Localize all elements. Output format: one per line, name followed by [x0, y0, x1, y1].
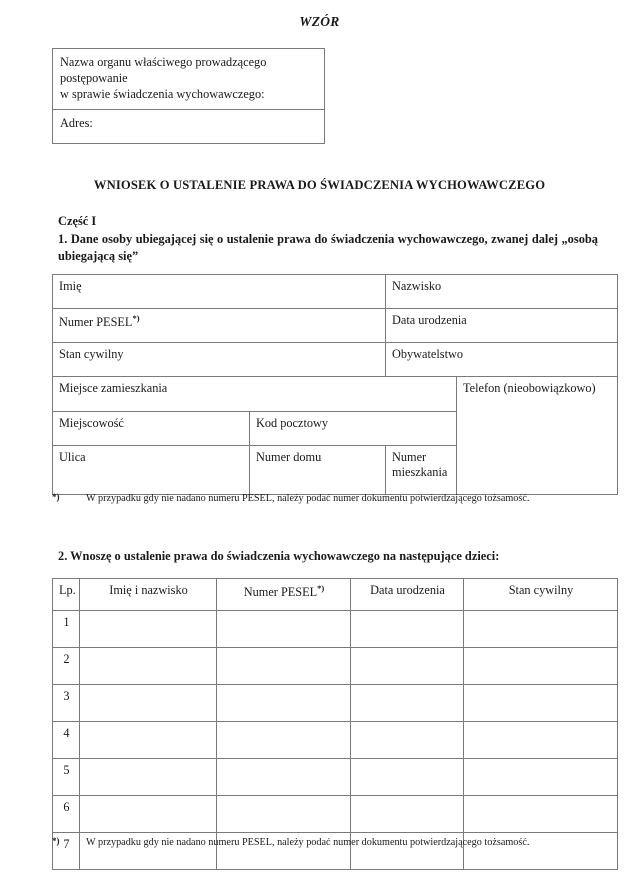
- children-table: [52, 578, 618, 870]
- authority-address-label: Adres:: [60, 115, 93, 130]
- label-street: Ulica: [59, 450, 86, 464]
- applicant-data-table: [52, 274, 618, 495]
- section2-heading: 2. Wnoszę o ustalenie prawa do świadczenia wychowawczego na następujące dzieci:: [58, 549, 500, 563]
- footnote-marker: *): [52, 492, 60, 502]
- cell-house-number[interactable]: [250, 446, 386, 495]
- authority-name-line-1: Nazwa organu właściwego prowadzącego: [60, 55, 267, 69]
- table-row-pesel: [53, 309, 618, 343]
- cell-child-name[interactable]: [80, 759, 217, 796]
- part-label: Część I: [58, 214, 97, 228]
- table-row: [53, 648, 618, 685]
- section1-heading: 1. Dane osoby ubiegającej się o ustalenie prawa do świadczenia wychowawczego, zwanej dalej „osobą ubiegającą się”: [58, 232, 598, 263]
- cell-child-marital-status[interactable]: [464, 722, 618, 759]
- row-number: 1: [53, 611, 80, 648]
- label-first-name: Imię: [59, 279, 82, 293]
- wzor-label: WZÓR: [299, 14, 340, 29]
- cell-apartment-number[interactable]: [386, 446, 457, 495]
- table-row: [53, 759, 618, 796]
- cell-marital-status[interactable]: [53, 343, 386, 377]
- authority-address-field[interactable]: [53, 110, 324, 143]
- pesel-footnote-marker: *): [132, 313, 140, 323]
- table-row-name: [53, 275, 618, 309]
- authority-box: [52, 48, 325, 144]
- footnote-pesel-bottom: [52, 836, 617, 850]
- cell-postal-code[interactable]: [250, 412, 457, 446]
- cell-child-pesel[interactable]: [217, 759, 351, 796]
- cell-child-birth-date[interactable]: [351, 611, 464, 648]
- footnote-text: W przypadku gdy nie nadano numeru PESEL, należy podać numer dokumentu potwierdzającego tożsamość.: [86, 493, 530, 504]
- cell-child-name[interactable]: [80, 611, 217, 648]
- cell-last-name[interactable]: [386, 275, 618, 309]
- label-postal-code: Kod pocztowy: [256, 416, 329, 430]
- authority-name-line-2: postępowanie: [60, 71, 128, 86]
- cell-child-birth-date[interactable]: [351, 722, 464, 759]
- authority-name-field[interactable]: [53, 49, 324, 110]
- page-title: WNIOSEK O USTALENIE PRAWA DO ŚWIADCZENIA WYCHOWAWCZEGO: [93, 178, 546, 192]
- children-table-header-row: [53, 579, 618, 611]
- label-city: Miejscowość: [59, 416, 124, 430]
- cell-residence[interactable]: [53, 377, 457, 412]
- cell-child-birth-date[interactable]: [351, 685, 464, 722]
- footnote-pesel-top: [52, 492, 617, 506]
- label-residence: Miejsce zamieszkania: [59, 381, 168, 395]
- cell-birth-date[interactable]: [386, 309, 618, 343]
- cell-child-name[interactable]: [80, 648, 217, 685]
- table-row: [53, 796, 618, 833]
- row-number: 3: [53, 685, 80, 722]
- cell-child-pesel[interactable]: [217, 722, 351, 759]
- cell-child-pesel[interactable]: [217, 611, 351, 648]
- cell-child-pesel[interactable]: [217, 796, 351, 833]
- label-citizenship: Obywatelstwo: [392, 347, 464, 361]
- cell-child-name[interactable]: [80, 796, 217, 833]
- cell-phone[interactable]: [457, 377, 618, 495]
- label-last-name: Nazwisko: [392, 279, 442, 293]
- row-number: 7: [53, 833, 80, 870]
- row-number: 5: [53, 759, 80, 796]
- footnote-marker: *): [52, 836, 60, 846]
- table-row-residence: [53, 377, 618, 412]
- cell-child-pesel[interactable]: [217, 685, 351, 722]
- table-row: [53, 611, 618, 648]
- column-header-marital-status: Stan cywilny: [464, 579, 618, 611]
- cell-street[interactable]: [53, 446, 250, 495]
- pesel-footnote-marker: *): [317, 583, 325, 593]
- label-phone: Telefon (nieobowiązkowo): [463, 381, 596, 395]
- label-marital-status: Stan cywilny: [59, 347, 124, 361]
- row-number: 4: [53, 722, 80, 759]
- row-number: 6: [53, 796, 80, 833]
- cell-child-marital-status[interactable]: [464, 611, 618, 648]
- table-row-marital-citizenship: [53, 343, 618, 377]
- cell-child-marital-status[interactable]: [464, 759, 618, 796]
- cell-citizenship[interactable]: [386, 343, 618, 377]
- cell-first-name[interactable]: [53, 275, 386, 309]
- cell-pesel[interactable]: [53, 309, 386, 343]
- cell-child-marital-status[interactable]: [464, 685, 618, 722]
- column-header-name: Imię i nazwisko: [80, 579, 217, 611]
- cell-child-marital-status[interactable]: [464, 648, 618, 685]
- column-header-birth-date: Data urodzenia: [351, 579, 464, 611]
- authority-name-line-3: w sprawie świadczenia wychowawczego:: [60, 87, 265, 102]
- cell-city[interactable]: [53, 412, 250, 446]
- label-house-number: Numer domu: [256, 450, 322, 464]
- column-header-lp: Lp.: [53, 579, 80, 611]
- table-row: [53, 722, 618, 759]
- column-header-pesel: [217, 579, 351, 611]
- label-apartment-number: Numer mieszkania: [392, 450, 448, 480]
- label-pesel: Numer PESEL: [59, 315, 133, 330]
- cell-child-birth-date[interactable]: [351, 796, 464, 833]
- cell-child-birth-date[interactable]: [351, 648, 464, 685]
- cell-child-name[interactable]: [80, 722, 217, 759]
- column-header-pesel-label: Numer PESEL: [243, 585, 318, 600]
- cell-child-pesel[interactable]: [217, 648, 351, 685]
- label-birth-date: Data urodzenia: [392, 313, 467, 327]
- cell-child-marital-status[interactable]: [464, 796, 618, 833]
- cell-child-birth-date[interactable]: [351, 759, 464, 796]
- cell-child-name[interactable]: [80, 685, 217, 722]
- footnote-text: W przypadku gdy nie nadano numeru PESEL, należy podać numer dokumentu potwierdzającego tożsamość.: [86, 837, 530, 848]
- row-number: 2: [53, 648, 80, 685]
- table-row: [53, 685, 618, 722]
